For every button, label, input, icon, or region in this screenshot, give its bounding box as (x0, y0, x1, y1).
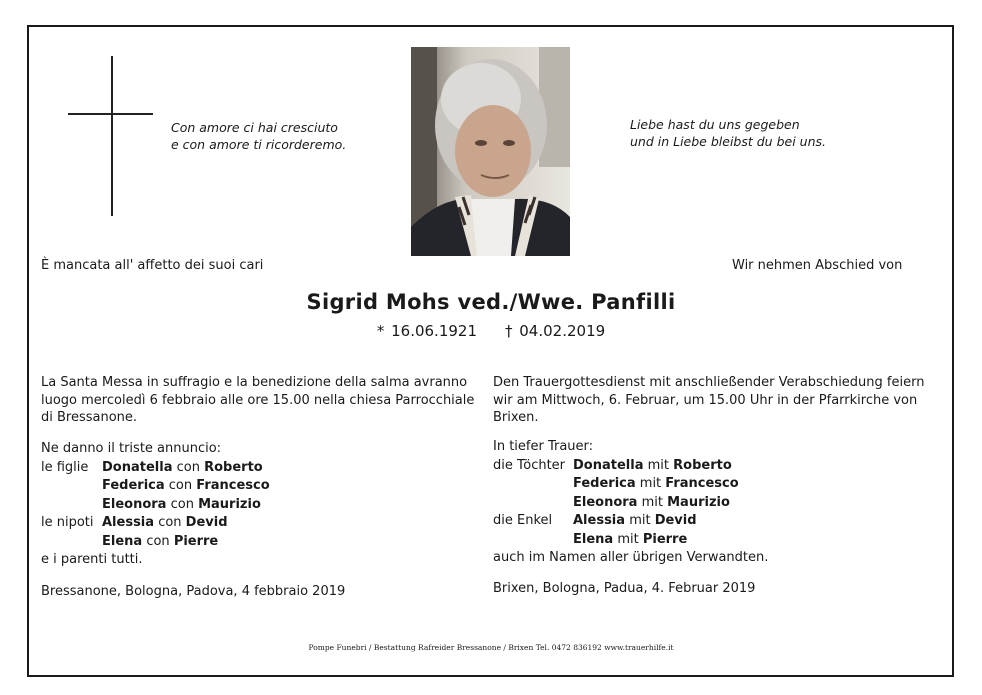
list-item: Elena mit Pierre (573, 531, 688, 547)
mourners-label: die Enkel (493, 513, 553, 528)
list-item: Federica con Francesco (102, 478, 270, 493)
list-item: die Töchter Donatella mit Roberto (493, 457, 768, 476)
death-date: † 04.02.2019 (505, 322, 606, 340)
life-dates (0, 322, 982, 340)
cross-icon-bar (68, 113, 153, 115)
mass-text-german: Den Trauergottesdienst mit anschließender Verabschiedung feiern wir am Mittwoch, 6. Februar, um 15.00 Uhr in der Pfarrkirche von Brixen. (493, 375, 925, 425)
quote-italian-line1: Con amore ci hai cresciuto (171, 120, 338, 135)
birth-date: * 16.06.1921 (376, 322, 477, 340)
quote-italian (171, 119, 346, 153)
mourners-intro: In tiefer Trauer: (493, 439, 594, 454)
mourners-label: le nipoti (41, 515, 94, 530)
quote-italian-line2: e con amore ti ricorderemo. (171, 137, 347, 152)
list-item: Eleonora mit Maurizio (573, 494, 730, 510)
list-item: Elena con Pierre (102, 533, 219, 549)
quote-german-line2: und in Liebe bleibst du bei uns. (630, 134, 826, 149)
mourners-closing: e i parenti tutti. (41, 552, 143, 567)
quote-german (630, 116, 826, 150)
place-date-german: Brixen, Bologna, Padua, 4. Februar 2019 (493, 581, 756, 596)
funeral-home-footer: Pompe Funebri / Bestattung Rafreider Bressanone / Brixen Tel. 0472 836192 www.trauerhilfe.it (308, 643, 674, 652)
list-item: die Enkel Alessia mit Devid (493, 512, 768, 531)
mourners-german (493, 438, 768, 568)
list-item: Federica mit Francesco (573, 476, 739, 491)
cross-icon (111, 56, 113, 216)
mourners-intro: Ne danno il triste annuncio: (41, 441, 222, 456)
list-item: le figlie Donatella con Roberto (41, 459, 270, 478)
mourners-italian (41, 440, 270, 570)
deceased-name: Sigrid Mohs ved./Wwe. Panfilli (306, 290, 676, 314)
portrait-photo (411, 47, 570, 256)
quote-german-line1: Liebe hast du uns gegeben (630, 117, 800, 132)
mourners-label: die Töchter (493, 457, 566, 473)
lead-german: Wir nehmen Abschied von (732, 258, 903, 273)
list-item: le nipoti Alessia con Devid (41, 514, 270, 533)
place-date-italian: Bressanone, Bologna, Padova, 4 febbraio 2019 (41, 584, 346, 599)
mourners-closing: auch im Namen aller übrigen Verwandten. (493, 550, 769, 565)
lead-italian: È mancata all' affetto dei suoi cari (41, 258, 264, 273)
mass-text-italian: La Santa Messa in suffragio e la benedizione della salma avranno luogo mercoledì 6 febbraio alle ore 15.00 nella chiesa Parrocchiale di Bressanone. (41, 375, 475, 425)
mourners-label: le figlie (41, 459, 89, 475)
list-item: Eleonora con Maurizio (102, 496, 261, 512)
